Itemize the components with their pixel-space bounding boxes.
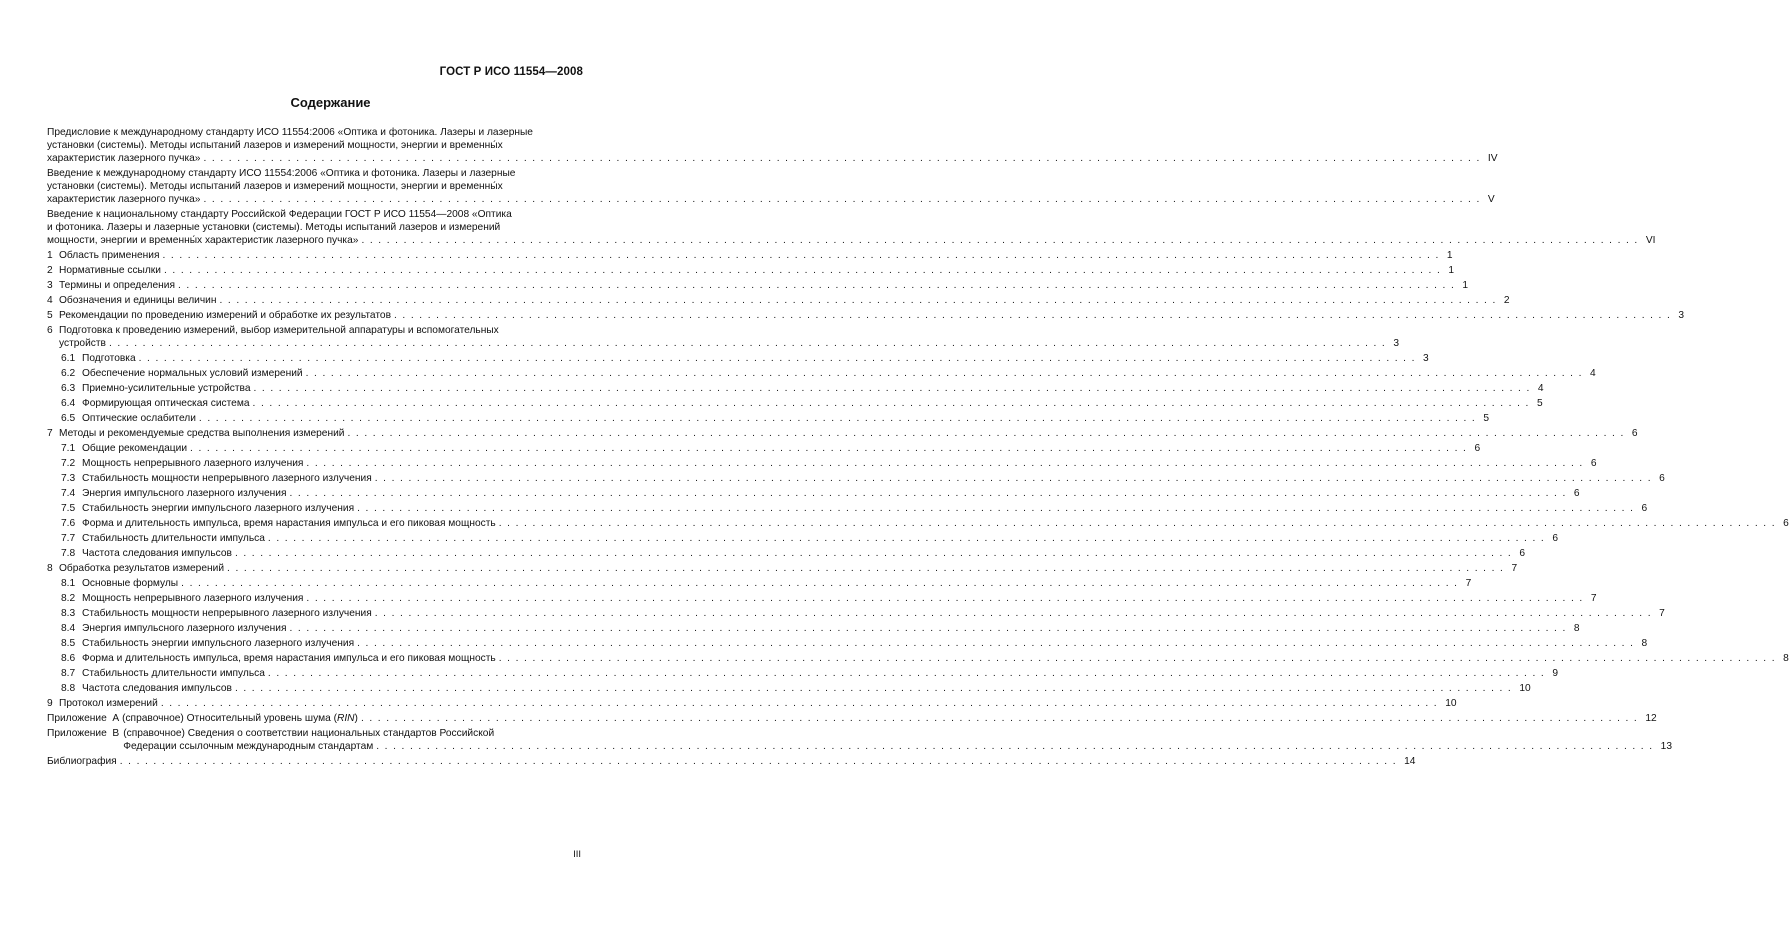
- toc-section-number: 6: [47, 325, 53, 336]
- dot-leader: [178, 279, 1459, 292]
- toc-section-title: Стабильность энергии импульсного лазерного излучения: [82, 503, 355, 514]
- toc-entry-section-8-6[interactable]: [47, 652, 1789, 665]
- toc-entry-section-7-8[interactable]: [47, 547, 1526, 560]
- dot-leader: [190, 442, 1471, 455]
- toc-entry-text-line: Введение к национальному стандарту Российской Федерации ГОСТ Р ИСО 11554—2008 «Оптика: [47, 209, 512, 220]
- toc-page-number: 7: [1465, 578, 1472, 589]
- toc-entry-section-6-2[interactable]: [47, 367, 1596, 380]
- toc-entry-section-6-3[interactable]: [47, 382, 1544, 395]
- toc-page-number: 3: [1423, 353, 1429, 364]
- dot-leader: [235, 547, 1516, 560]
- toc-entry-foreword[interactable]: [47, 126, 1498, 165]
- toc-section-number: 7.3: [61, 473, 76, 484]
- toc-entry-section-7-6[interactable]: [47, 517, 1789, 530]
- toc-section-title: Библиография: [47, 756, 117, 767]
- toc-entry-text-line: установки (системы). Методы испытаний лазеров и измерений мощности, энергии и временны́х: [47, 181, 503, 192]
- toc-section-number: 7.2: [61, 458, 76, 469]
- toc-section-title: Подготовка к проведению измерений, выбор измерительной аппаратуры и вспомогательных: [59, 325, 499, 336]
- toc-page-number: V: [1487, 194, 1495, 205]
- dot-leader: [375, 472, 1656, 485]
- toc-page-number: 1: [1446, 250, 1453, 261]
- toc-entry-section-1[interactable]: [47, 249, 1453, 262]
- dot-leader: [499, 517, 1780, 530]
- toc-appendix-label: Приложение В: [47, 728, 120, 739]
- dot-leader: [290, 622, 1571, 635]
- toc-section-title: Стабильность мощности непрерывного лазерного излучения: [82, 473, 372, 484]
- toc-entry-text-line: характеристик лазерного пучка»: [47, 153, 201, 164]
- toc-section-number: 8.1: [61, 578, 76, 589]
- toc-entry-appendix-b[interactable]: [47, 727, 1673, 753]
- toc-entry-intro-international[interactable]: [47, 167, 1495, 206]
- toc-section-title: Протокол измерений: [59, 698, 158, 709]
- toc-page-number: 7: [1659, 608, 1665, 619]
- toc-page-number: 3: [1393, 338, 1400, 349]
- dot-leader: [306, 367, 1587, 380]
- dot-leader: [253, 397, 1534, 410]
- dot-leader: [203, 193, 1484, 206]
- toc-section-title: Энергия импульсного лазерного излучения: [82, 488, 287, 499]
- toc-page-number: 13: [1660, 741, 1673, 752]
- dot-leader: [357, 637, 1638, 650]
- toc-entry-section-6[interactable]: [47, 324, 1400, 350]
- toc-page-number: 7: [1590, 593, 1597, 604]
- toc-section-title: Рекомендации по проведению измерений и обработке их результатов: [59, 310, 391, 321]
- table-of-contents: [47, 126, 1789, 768]
- toc-section-title: Оптические ослабители: [82, 413, 196, 424]
- toc-page-number: 5: [1536, 398, 1543, 409]
- toc-appendix-title-italic: RIN: [336, 713, 355, 724]
- toc-page-number: 8: [1783, 653, 1789, 664]
- toc-section-title: Мощность непрерывного лазерного излучения: [82, 458, 304, 469]
- toc-entry-text-line: мощности, энергии и временны́х характеристик лазерного пучка»: [47, 235, 359, 246]
- toc-entry-section-8-8[interactable]: [47, 682, 1531, 695]
- toc-page-number: 3: [1678, 310, 1685, 321]
- toc-page-number: 10: [1445, 698, 1457, 709]
- toc-section-number: 9: [47, 698, 53, 709]
- dot-leader: [361, 234, 1642, 247]
- toc-section-title: Нормативные ссылки: [59, 265, 161, 276]
- toc-section-title: Форма и длительность импульса, время нарастания импульса и его пиковая мощность: [82, 518, 496, 529]
- toc-section-number: 3: [47, 280, 53, 291]
- document-header-id: ГОСТ Р ИСО 11554—2008: [439, 66, 583, 78]
- toc-page-number: 7: [1511, 563, 1518, 574]
- toc-entry-text-line: характеристик лазерного пучка»: [47, 194, 201, 205]
- dot-leader: [499, 652, 1780, 665]
- toc-page-number: 12: [1645, 713, 1657, 724]
- toc-section-title: Общие рекомендации: [82, 443, 188, 454]
- toc-section-number: 5: [47, 310, 53, 321]
- toc-page-number: IV: [1487, 153, 1498, 164]
- toc-section-title: Область применения: [59, 250, 160, 261]
- dot-leader: [361, 712, 1642, 725]
- toc-entry-section-8[interactable]: [47, 562, 1518, 575]
- toc-entry-appendix-a[interactable]: [47, 712, 1657, 725]
- toc-entry-section-7-3[interactable]: [47, 472, 1665, 485]
- dot-leader: [376, 740, 1657, 753]
- toc-entry-section-7-5[interactable]: [47, 502, 1648, 515]
- dot-leader: [120, 755, 1401, 768]
- toc-section-title: Частота следования импульсов: [82, 548, 232, 559]
- toc-title: Содержание: [290, 95, 371, 110]
- toc-page-number: 1: [1462, 280, 1469, 291]
- toc-entry-intro-national[interactable]: [47, 208, 1656, 247]
- toc-appendix-title-part: (справочное) Относительный уровень шума (: [122, 713, 337, 724]
- toc-entry-text-line: установки (системы). Методы испытаний лазеров и измерений мощности, энергии и временны́х: [47, 140, 503, 151]
- dot-leader: [306, 457, 1587, 470]
- toc-section-number: 6.1: [61, 353, 76, 364]
- page-number: III: [573, 849, 581, 860]
- toc-section-number: 1: [47, 250, 53, 261]
- dot-leader: [375, 607, 1656, 620]
- dot-leader: [227, 562, 1508, 575]
- toc-section-number: 6.3: [61, 383, 76, 394]
- toc-section-number: 7.5: [61, 503, 76, 514]
- toc-section-number: 2: [47, 265, 53, 276]
- toc-entry-section-8-4[interactable]: [47, 622, 1580, 635]
- toc-section-number: 7.4: [61, 488, 76, 499]
- dot-leader: [357, 502, 1638, 515]
- dot-leader: [139, 352, 1420, 365]
- toc-section-number: 4: [47, 295, 53, 306]
- toc-section-number: 8.4: [61, 623, 76, 634]
- toc-appendix-title-cont: Федерации ссылочным международным стандартам: [123, 741, 374, 752]
- toc-entry-section-8-2[interactable]: [47, 592, 1597, 605]
- dot-leader: [181, 577, 1462, 590]
- toc-page-number: 1: [1448, 265, 1455, 276]
- toc-section-number: 7.6: [61, 518, 76, 529]
- dot-leader: [235, 682, 1516, 695]
- toc-page-number: 6: [1631, 428, 1638, 439]
- dot-leader: [164, 264, 1445, 277]
- toc-section-title: Стабильность длительности импульса: [82, 533, 265, 544]
- toc-page-number: 6: [1659, 473, 1665, 484]
- dot-leader: [219, 294, 1500, 307]
- dot-leader: [203, 152, 1484, 165]
- toc-appendix-title: [122, 713, 358, 724]
- dot-leader: [162, 249, 1443, 262]
- toc-entry-section-4[interactable]: [47, 294, 1510, 307]
- toc-page-number: 6: [1783, 518, 1789, 529]
- toc-section-title: Формирующая оптическая система: [82, 398, 250, 409]
- toc-section-number: 8.2: [61, 593, 76, 604]
- toc-entry-section-6-4[interactable]: [47, 397, 1543, 410]
- dot-leader: [290, 487, 1571, 500]
- toc-appendix-title: (справочное) Сведения о соответствии национальных стандартов Российской: [123, 728, 495, 739]
- toc-section-title: Обеспечение нормальных условий измерений: [82, 368, 303, 379]
- toc-entry-section-8-7[interactable]: [47, 667, 1559, 680]
- toc-entry-text-line: и фотоника. Лазеры и лазерные установки (системы). Методы испытаний лазеров и измерений: [47, 222, 501, 233]
- dot-leader: [394, 309, 1675, 322]
- toc-section-number: 8.5: [61, 638, 76, 649]
- dot-leader: [161, 697, 1442, 710]
- toc-entry-section-7-7[interactable]: [47, 532, 1559, 545]
- dot-leader: [109, 337, 1390, 350]
- toc-section-title: Стабильность длительности импульса: [82, 668, 265, 679]
- toc-section-number: 7.1: [61, 443, 76, 454]
- toc-appendix-title-part: ): [354, 713, 358, 724]
- toc-section-number: 8.7: [61, 668, 76, 679]
- toc-entry-section-6-1[interactable]: [47, 352, 1429, 365]
- toc-entry-text-line: Предисловие к международному стандарту ИСО 11554:2006 «Оптика и фотоника. Лазеры и лазерные: [47, 127, 533, 138]
- toc-page-number: 8: [1641, 638, 1648, 649]
- toc-entry-section-6-5[interactable]: [47, 412, 1490, 425]
- toc-page-number: 5: [1483, 413, 1490, 424]
- toc-section-title: Форма и длительность импульса, время нарастания импульса и его пиковая мощность: [82, 653, 496, 664]
- toc-section-title: Обозначения и единицы величин: [59, 295, 217, 306]
- toc-section-number: 6.5: [61, 413, 76, 424]
- toc-page-number: 10: [1519, 683, 1531, 694]
- toc-appendix-label: Приложение А: [47, 713, 120, 724]
- toc-page-number: 4: [1590, 368, 1596, 379]
- toc-page-number: 4: [1537, 383, 1544, 394]
- toc-section-number: 7.8: [61, 548, 76, 559]
- toc-page-number: 6: [1641, 503, 1648, 514]
- dot-leader: [347, 427, 1628, 440]
- toc-section-title: Обработка результатов измерений: [59, 563, 225, 574]
- toc-page-number: 6: [1519, 548, 1526, 559]
- toc-section-title-cont: устройств: [59, 338, 106, 349]
- toc-entry-section-7-1[interactable]: [47, 442, 1481, 455]
- toc-section-number: 7.7: [61, 533, 76, 544]
- toc-page-number: 6: [1590, 458, 1597, 469]
- toc-section-title: Термины и определения: [59, 280, 175, 291]
- toc-section-title: Основные формулы: [82, 578, 179, 589]
- toc-entry-section-8-1[interactable]: [47, 577, 1472, 590]
- toc-entry-section-8-5[interactable]: [47, 637, 1648, 650]
- toc-section-title: Стабильность энергии импульсного лазерного излучения: [82, 638, 355, 649]
- dot-leader: [268, 532, 1549, 545]
- toc-page-number: 14: [1404, 756, 1416, 767]
- toc-section-title: Энергия импульсного лазерного излучения: [82, 623, 287, 634]
- toc-entry-section-9[interactable]: [47, 697, 1457, 710]
- toc-section-title: Методы и рекомендуемые средства выполнения измерений: [59, 428, 345, 439]
- toc-section-title: Частота следования импульсов: [82, 683, 232, 694]
- toc-section-number: 6.4: [61, 398, 76, 409]
- toc-entry-section-2[interactable]: [47, 264, 1455, 277]
- toc-section-number: 8.3: [61, 608, 76, 619]
- dot-leader: [306, 592, 1587, 605]
- toc-section-number: 8.8: [61, 683, 76, 694]
- toc-page-number: 6: [1474, 443, 1481, 454]
- toc-section-title: Подготовка: [82, 353, 136, 364]
- toc-section-title: Мощность непрерывного лазерного излучения: [82, 593, 304, 604]
- dot-leader: [268, 667, 1549, 680]
- toc-page-number: 6: [1573, 488, 1580, 499]
- toc-entry-section-8-3[interactable]: [47, 607, 1665, 620]
- toc-page-number: 8: [1573, 623, 1580, 634]
- toc-section-number: 8: [47, 563, 53, 574]
- toc-page-number: VI: [1645, 235, 1656, 246]
- dot-leader: [254, 382, 1535, 395]
- toc-section-title: Стабильность мощности непрерывного лазерного излучения: [82, 608, 372, 619]
- toc-section-number: 8.6: [61, 653, 76, 664]
- toc-entry-text-line: Введение к международному стандарту ИСО 11554:2006 «Оптика и фотоника. Лазеры и лазерные: [47, 168, 516, 179]
- dot-leader: [199, 412, 1480, 425]
- toc-entry-section-7-2[interactable]: [47, 457, 1597, 470]
- toc-entry-section-7-4[interactable]: [47, 487, 1580, 500]
- toc-entry-section-5[interactable]: [47, 309, 1685, 322]
- toc-page-number: 2: [1503, 295, 1510, 306]
- toc-section-number: 6.2: [61, 368, 76, 379]
- toc-section-title: Приемно-усилительные устройства: [82, 383, 251, 394]
- toc-page-number: 9: [1552, 668, 1559, 679]
- toc-page-number: 6: [1552, 533, 1559, 544]
- toc-entry-section-3[interactable]: [47, 279, 1469, 292]
- toc-entry-bibliography[interactable]: [47, 755, 1416, 768]
- toc-section-number: 7: [47, 428, 53, 439]
- toc-entry-section-7[interactable]: [47, 427, 1638, 440]
